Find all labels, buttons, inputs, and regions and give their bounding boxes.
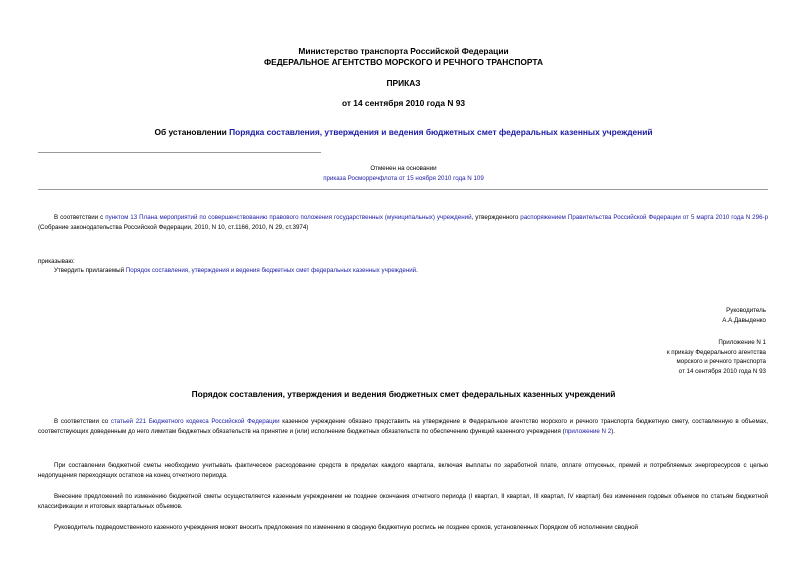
divider-long	[38, 189, 768, 190]
section-title: Порядок составления, утверждения и ведения бюджетных смет федеральных казенных учреждений	[191, 389, 616, 399]
appendix-label: Приложение N 1	[718, 339, 766, 346]
divider-short	[38, 152, 321, 153]
order-paragraph: Утвердить прилагаемый Порядок составления, утверждения и ведения бюджетных смет федеральных казенных учреждений.	[54, 267, 418, 274]
section-paragraph-4: Руководитель подведомственного казенного учреждения может вносить предложения по изменению в сводную бюджетную роспись не позднее сроков, установленных Порядком об исполнении сводной	[54, 524, 639, 531]
plan-item-13-link[interactable]: пунктом 13 Плана мероприятий по совершенствованию правового положения государственных (муниципальных) учреждений	[105, 214, 472, 221]
preamble-paragraph: В соответствии с пунктом 13 Плана мероприятий по совершенствованию правового положения государственных (муниципальных) учреждений, утвержденного распоряжением Правительства Российской Федерации от 5 марта 2010 года N 296-р (Собрание законодательства Российской Федерации, 2010, N 10, ст.1166, 2010, N 29, ст.3974)	[38, 214, 769, 231]
document-date: от 14 сентября 2010 года N 93	[341, 98, 466, 108]
revocation-link[interactable]: приказа Росморречфлота от 15 ноября 2010 года N 109	[323, 175, 484, 182]
procedure-link[interactable]: Порядок составления, утверждения и ведения бюджетных смет федеральных казенных учреждений	[125, 267, 417, 274]
document-type: ПРИКАЗ	[386, 78, 421, 88]
signature-name: А.А.Давыденко	[722, 317, 766, 324]
appendix-line-3: морского и речного транспорта	[676, 358, 766, 365]
document-title-link[interactable]: Порядка составления, утверждения и ведения бюджетных смет федеральных казенных учреждений	[229, 127, 653, 137]
government-order-link[interactable]: распоряжением Правительства Российской Федерации от 5 марта 2010 года N 296-р	[520, 214, 769, 221]
signature-role: Руководитель	[726, 307, 766, 314]
agency-name: ФЕДЕРАЛЬНОЕ АГЕНТСТВО МОРСКОГО И РЕЧНОГО ТРАНСПОРТА	[263, 57, 544, 67]
appendix-line-4: от 14 сентября 2010 года N 93	[678, 368, 766, 375]
revocation-note: Отменен на основании	[370, 165, 437, 172]
document-title	[0, 127, 807, 137]
document-title-prefix: Об установлении	[154, 127, 230, 137]
section-paragraph-2: При составлении бюджетной сметы необходимо учитывать фактическое расходование средств в пределах каждого квартала, включая выплаты по заработной плате, оплате отпускных, премий и потребляемых энергоресурсов с целью недопущения переходящих остатков на конец отчетного периода.	[38, 462, 768, 479]
appendix-line-2: к приказу Федерального агентства	[666, 349, 766, 356]
appendix-2-link[interactable]: приложение N 2	[564, 427, 612, 435]
section-paragraph-1: В соответствии со статьей 221 Бюджетного кодекса Российской Федерации казенное учреждение обязано представить на утверждение в Федеральное агентство морского и речного транспорта бюджетную смету, составленную в объемах, соответствующих доведенным до него лимитам бюджетных обязательств на принятие и (или) исполнение бюджетных обязательств по обеспечению функций казенного учреждения (приложение N 2).	[38, 418, 768, 435]
ministry-name: Министерство транспорта Российской Федерации	[298, 46, 509, 56]
section-paragraph-3: Внесение предложений по изменению бюджетной сметы осуществляется казенным учреждением не позднее окончания отчетного периода (I квартал, II квартал, III квартал, IV квартал) без изменения годовых объемов по статьям бюджетной классификации и итоговых квартальных объемов.	[38, 493, 768, 510]
order-word: приказываю:	[38, 258, 75, 265]
budget-code-article-link[interactable]: статьей 221 Бюджетного кодекса Российской Федерации	[110, 418, 280, 425]
